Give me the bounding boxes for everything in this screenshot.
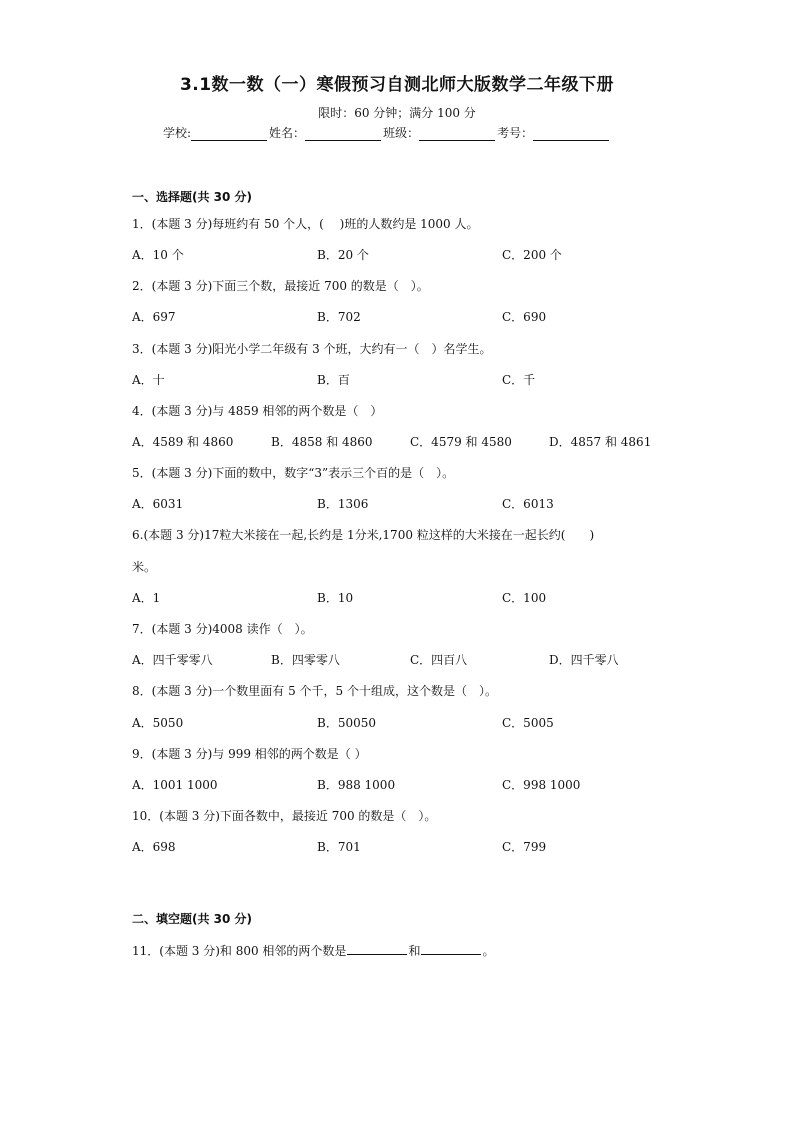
answer-blank-1[interactable]	[347, 942, 407, 955]
option-8c[interactable]: C．5005	[502, 716, 554, 730]
option-4c[interactable]: C．4579 和 4580	[410, 435, 512, 449]
name-label: 姓名：	[269, 126, 306, 140]
options-10	[132, 838, 692, 854]
options-5	[132, 495, 692, 511]
option-8a[interactable]: A．5050	[132, 716, 184, 730]
option-6b[interactable]: B．10	[317, 591, 354, 605]
question-4: 4．(本题 3 分)与 4859 相邻的两个数是（ ）	[132, 404, 383, 418]
school-label: 学校:	[163, 126, 192, 140]
option-6c[interactable]: C．100	[502, 591, 547, 605]
option-7b[interactable]: B．四零零八	[271, 653, 340, 667]
option-3b[interactable]: B．百	[317, 373, 350, 387]
question-6: 6.(本题 3 分)17粒大米接在一起,长约是 1分米,1700 粒这样的大米接在一起长约( )	[132, 528, 595, 542]
class-blank[interactable]	[419, 127, 495, 141]
option-5b[interactable]: B．1306	[317, 497, 369, 511]
question-8: 8．(本题 3 分)一个数里面有 5 个千，5 个十组成，这个数是（ ）。	[132, 684, 497, 698]
option-10c[interactable]: C．799	[502, 840, 547, 854]
school-blank[interactable]	[191, 127, 267, 141]
option-1b[interactable]: B．20 个	[317, 248, 369, 262]
option-10b[interactable]: B．701	[317, 840, 361, 854]
question-9: 9．(本题 3 分)与 999 相邻的两个数是（ ）	[132, 747, 367, 761]
option-9c[interactable]: C．998 1000	[502, 778, 581, 792]
option-7a[interactable]: A．四千零零八	[132, 653, 213, 667]
class-label: 班级：	[383, 126, 420, 140]
answer-blank-2[interactable]	[421, 942, 481, 955]
options-3	[132, 371, 692, 387]
options-9	[132, 776, 692, 792]
option-10a[interactable]: A．698	[132, 840, 176, 854]
question-10: 10．(本题 3 分)下面各数中，最接近 700 的数是（ ）。	[132, 809, 437, 823]
option-3c[interactable]: C．千	[502, 373, 536, 387]
options-6	[132, 589, 692, 605]
question-7: 7．(本题 3 分)4008 读作（ ）。	[132, 622, 313, 636]
question-1: 1．(本题 3 分)每班约有 50 个人，( )班的人数约是 1000 人。	[132, 217, 479, 231]
exam-time-limit: 限时：60 分钟；满分 100 分	[318, 106, 476, 120]
option-9a[interactable]: A．1001 1000	[132, 778, 218, 792]
question-11	[132, 942, 494, 959]
question-2: 2．(本题 3 分)下面三个数，最接近 700 的数是（ ）。	[132, 279, 429, 293]
question-3: 3．(本题 3 分)阳光小学二年级有 3 个班，大约有一（ ）名学生。	[132, 342, 492, 356]
option-7d[interactable]: D．四千零八	[549, 653, 619, 667]
option-7c[interactable]: C．四百八	[410, 653, 468, 667]
question-6-continuation: 米。	[132, 560, 157, 574]
option-2b[interactable]: B．702	[317, 310, 361, 324]
option-5c[interactable]: C．6013	[502, 497, 554, 511]
exam-number-blank[interactable]	[533, 127, 609, 141]
section-heading-fill: 二、填空题(共 30 分)	[132, 912, 253, 926]
options-7	[132, 651, 692, 667]
page-title: 3.1数一数（一）寒假预习自测北师大版数学二年级下册	[179, 75, 615, 95]
name-blank[interactable]	[305, 127, 381, 141]
options-8	[132, 714, 692, 730]
option-9b[interactable]: B．988 1000	[317, 778, 396, 792]
options-4	[132, 433, 692, 449]
option-1c[interactable]: C．200 个	[502, 248, 562, 262]
question-11-prefix: 11．(本题 3 分)和 800 相邻的两个数是	[132, 944, 347, 958]
question-11-suffix: 。	[482, 944, 495, 958]
section-heading-choice: 一、选择题(共 30 分)	[132, 190, 253, 204]
option-8b[interactable]: B．50050	[317, 716, 376, 730]
option-6a[interactable]: A．1	[132, 591, 161, 605]
options-2	[132, 308, 692, 324]
option-5a[interactable]: A．6031	[132, 497, 184, 511]
student-info-row	[163, 124, 611, 141]
option-2c[interactable]: C．690	[502, 310, 547, 324]
question-11-and: 和	[408, 944, 421, 958]
exam-number-label: 考号：	[497, 126, 534, 140]
options-1	[132, 246, 692, 262]
option-4a[interactable]: A．4589 和 4860	[132, 435, 234, 449]
question-5: 5．(本题 3 分)下面的数中，数字“3”表示三个百的是（ ）。	[132, 466, 455, 480]
option-3a[interactable]: A．十	[132, 373, 165, 387]
option-2a[interactable]: A．697	[132, 310, 176, 324]
option-1a[interactable]: A．10 个	[132, 248, 184, 262]
option-4d[interactable]: D．4857 和 4861	[549, 435, 652, 449]
option-4b[interactable]: B．4858 和 4860	[271, 435, 373, 449]
